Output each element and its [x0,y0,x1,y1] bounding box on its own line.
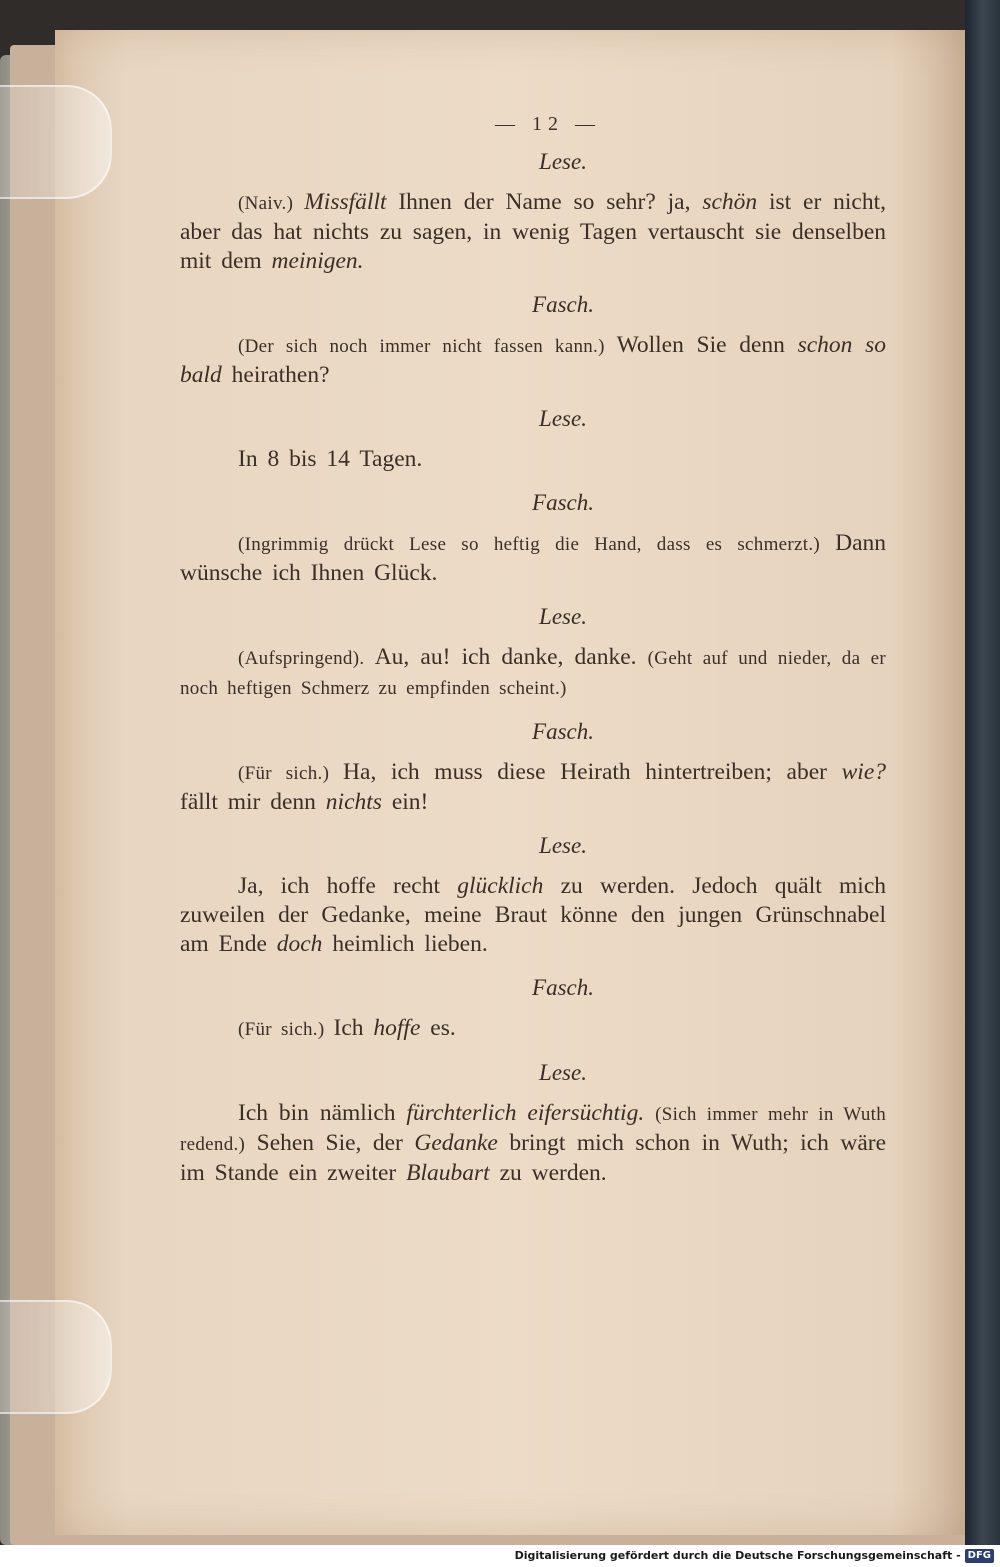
speech-paragraph [180,445,886,474]
speaker-name: Lese. [539,833,587,858]
speech-text: es. [420,1015,456,1041]
speech-paragraph [180,643,886,703]
speaker-name: Lese. [539,149,587,174]
speech-text: heimlich lieben. [322,931,488,957]
speech-text [644,1100,655,1126]
speech-paragraph [180,758,886,817]
speech-text: Ich bin nämlich [238,1100,407,1126]
speech-paragraph [180,1014,886,1044]
emphasis-text: Blaubart [406,1160,490,1186]
speaker-name: Fasch. [532,975,594,1000]
footer-credit: Digitalisierung gefördert durch die Deutsche Forschungsgemeinschaft - [514,1549,961,1562]
emphasis-text: wie? [841,759,886,785]
speech-text: In 8 bis 14 Tagen. [238,446,423,472]
speech-text: Dann wünsche ich Ihnen Glück. [180,530,886,586]
footer-bar [0,1545,1000,1567]
page-text [180,110,886,1202]
emphasis-text: doch [276,931,323,957]
speech-text: zu werden. Jedoch quält mich zuweilen der Gedanke, meine Braut könne den jungen Grünschnabel am Ende [180,873,886,957]
stage-direction: (Der sich noch immer nicht fassen kann.) [238,336,617,357]
speech-paragraph [180,529,886,588]
stage-direction: (Aufspringend). [238,648,375,669]
stage-direction: (Ingrimmig drückt Lese so heftig die Hand, dass es schmerzt.) [238,534,836,555]
speech-text: zu werden. [489,1160,607,1186]
speaker-name: Lese. [539,604,587,629]
stage-direction: (Naiv.) [238,193,305,214]
stage-direction: (Für sich.) [238,1019,334,1040]
emphasis-text: Missfällt [304,189,387,215]
speech-paragraph [180,872,886,959]
speech-text: heirathen? [221,362,330,388]
emphasis-text: Gedanke [414,1130,498,1156]
emphasis-text: meinigen. [271,248,364,274]
stage-direction: (Für sich.) [238,763,344,784]
book-cover-edge [965,0,1000,1545]
page-clip-top [0,85,112,199]
speech-paragraph [180,1099,886,1188]
emphasis-text: nichts [325,789,382,815]
speech-text: ein! [381,789,429,815]
speech-text: Ha, ich muss diese Heirath hintertreiben; aber [343,759,842,785]
speaker-name: Lese. [539,406,587,431]
speech-text: ist er nicht, aber das hat nichts zu sagen, in wenig Tagen vertauscht sie denselben mit dem [180,189,887,274]
speech-text: Ihnen der Name so sehr? ja, [386,189,703,215]
dialogue-blocks [180,147,886,1188]
speech-text: Sehen Sie, der [245,1130,415,1156]
stage-direction: (Geht auf und nieder, da er noch heftigen Schmerz zu empfinden scheint.) [180,648,886,699]
emphasis-text: fürchterlich eifersüchtig. [406,1100,645,1126]
speech-text: Ich [333,1015,374,1041]
speech-text: fällt mir denn [180,789,326,815]
page-number: — 12 — [495,113,601,135]
emphasis-text: glücklich [457,873,544,899]
emphasis-text: hoffe [373,1015,421,1041]
page-clip-bottom [0,1300,112,1414]
stage-direction: (Sich immer mehr in Wuth redend.) [180,1104,887,1155]
speaker-name: Fasch. [532,292,594,317]
speaker-name: Lese. [539,1060,587,1085]
emphasis-text: schon so bald [180,332,887,388]
dfg-logo: DFG [965,1549,994,1563]
speaker-name: Fasch. [532,490,594,515]
speaker-name: Fasch. [532,719,594,744]
speech-paragraph [180,188,886,276]
speech-text: Au, au! ich danke, danke. [374,644,648,670]
speech-paragraph [180,331,886,390]
emphasis-text: schön [702,189,758,215]
speech-text: bringt mich schon in Wuth; ich wäre im Stande ein zweiter [180,1130,887,1186]
speech-text: Wollen Sie denn [616,332,798,358]
speech-text: Ja, ich hoffe recht [238,873,458,899]
